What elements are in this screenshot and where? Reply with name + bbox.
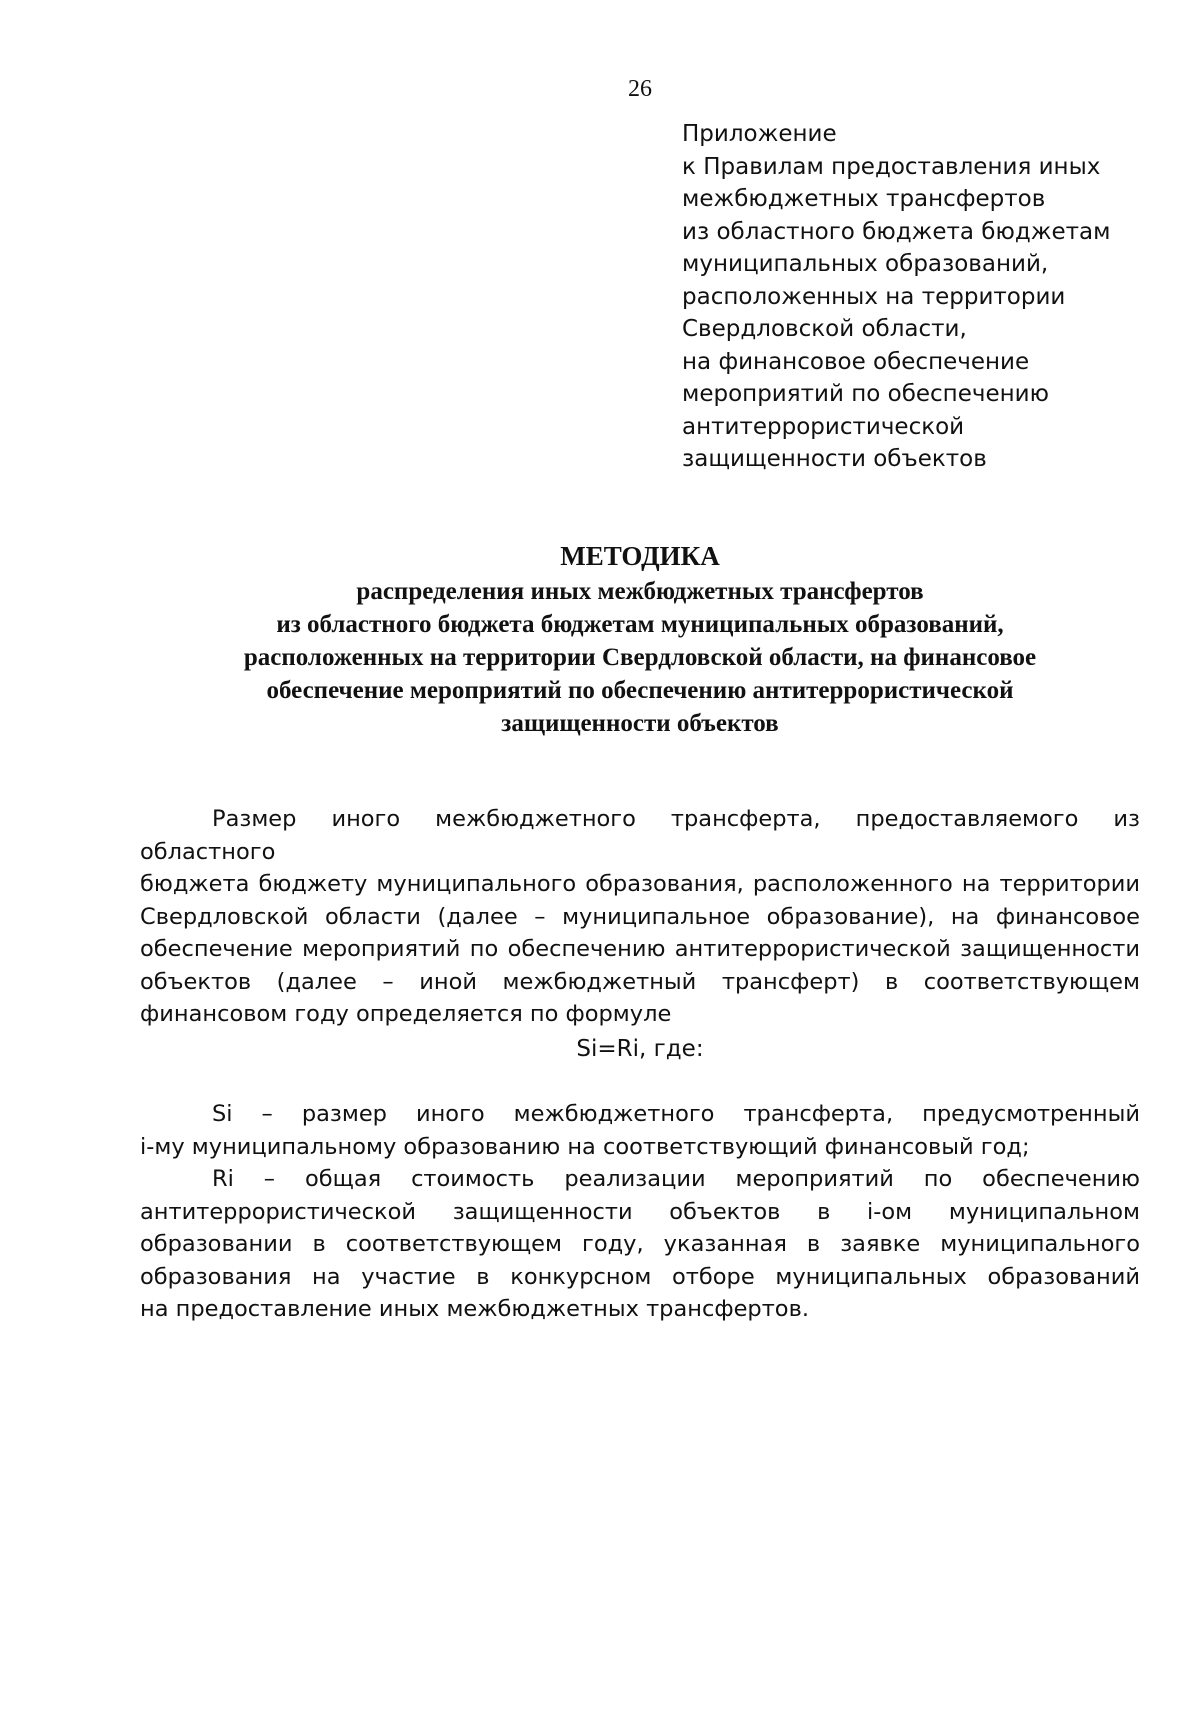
appendix-line: защищенности объектов <box>682 446 987 472</box>
title-line: расположенных на территории Свердловской области, на финансовое <box>243 644 1037 671</box>
definition-line: i-му муниципальному образованию на соответствующий финансовый год; <box>140 1133 1030 1160</box>
paragraph-line: обеспечение мероприятий по обеспечению антитеррористической защищенности <box>140 936 1140 962</box>
definition-line: Si – размер иного межбюджетного трансферта, предусмотренный <box>212 1101 1140 1127</box>
appendix-line: антитеррористической <box>682 413 965 440</box>
title-heading: МЕТОДИКА <box>560 541 720 571</box>
title-line: распределения иных межбюджетных трансфертов <box>356 578 924 605</box>
definition-line: образования на участие в конкурсном отборе муниципальных образований <box>140 1263 1140 1290</box>
document-title <box>130 540 1150 740</box>
paragraph-line: Размер иного межбюджетного трансферта, предоставляемого из областного <box>140 806 1140 865</box>
paragraph-line: объектов (далее – иной межбюджетный трансферт) в соответствующем <box>140 968 1140 995</box>
appendix-line: расположенных на территории <box>682 283 1066 310</box>
appendix-line: Приложение <box>682 121 837 147</box>
appendix-note <box>682 118 1142 476</box>
definition-line: Ri – общая стоимость реализации мероприятий по обеспечению <box>212 1166 1140 1192</box>
appendix-line: на финансовое обеспечение <box>682 348 1030 375</box>
formula: Si=Ri, где: <box>576 1036 704 1062</box>
appendix-line: межбюджетных трансфертов <box>682 186 1046 212</box>
page-number: 26 <box>628 76 652 102</box>
appendix-line: муниципальных образований, <box>682 251 1049 277</box>
definition-line: на предоставление иных межбюджетных трансфертов. <box>140 1296 809 1322</box>
appendix-line: мероприятий по обеспечению <box>682 381 1049 407</box>
appendix-line: из областного бюджета бюджетам <box>682 218 1111 245</box>
title-line: из областного бюджета бюджетам муниципальных образований, <box>276 611 1004 638</box>
paragraph-line: бюджета бюджету муниципального образования, расположенного на территории <box>140 871 1140 897</box>
paragraph-line: финансовом году определяется по формуле <box>140 1001 672 1027</box>
title-line: обеспечение мероприятий по обеспечению антитеррористической <box>266 677 1014 704</box>
paragraph-line: Свердловской области (далее – муниципальное образование), на финансовое <box>140 903 1140 930</box>
definitions <box>140 1098 1140 1326</box>
title-line: защищенности объектов <box>501 710 779 737</box>
appendix-line: к Правилам предоставления иных <box>682 153 1101 180</box>
definition-line: образовании в соответствующем году, указанная в заявке муниципального <box>140 1231 1140 1257</box>
definition-line: антитеррористической защищенности объектов в i-ом муниципальном <box>140 1198 1140 1225</box>
appendix-line: Свердловской области, <box>682 316 967 342</box>
main-paragraph <box>140 803 1140 1031</box>
